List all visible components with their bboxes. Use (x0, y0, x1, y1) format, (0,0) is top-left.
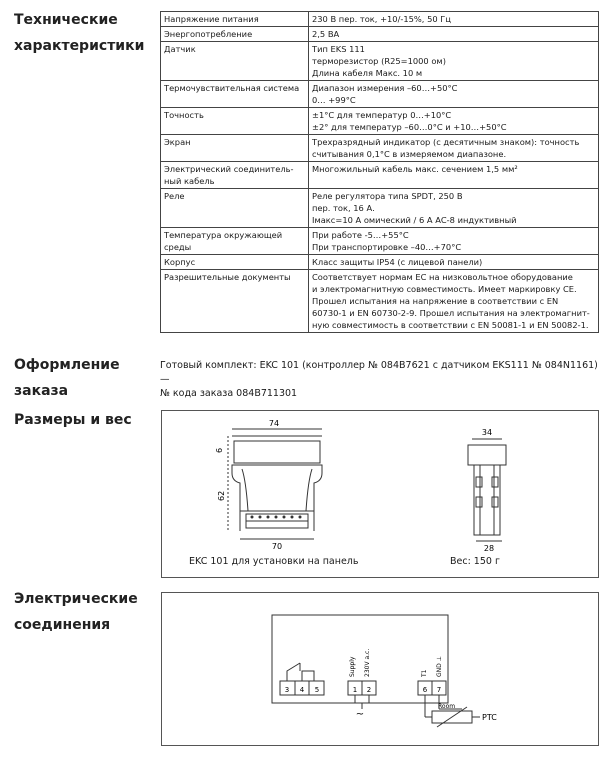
label-t1: T1 (421, 669, 428, 677)
label-room: Room (438, 703, 456, 710)
spec-value-line: Тип EKS 111 (312, 44, 365, 54)
terminal-label: 7 (436, 686, 442, 694)
heading-line: соединения (14, 617, 111, 633)
spec-name-line: среды (164, 242, 192, 252)
spec-name-line: Экран (164, 137, 191, 147)
dim-bottom-width: 70 (271, 542, 283, 551)
spec-row (161, 108, 599, 135)
dimensions-drawing (162, 411, 598, 577)
heading-line: Размеры и вес (14, 412, 132, 428)
terminal-label: 6 (422, 686, 428, 694)
spec-row (161, 27, 599, 42)
spec-name (161, 108, 309, 135)
terminal-label: 3 (284, 686, 290, 694)
spec-name (161, 228, 309, 255)
caption-weight: Вес: 150 г (450, 556, 500, 567)
label-voltage: 230V a.c. (364, 648, 371, 677)
spec-row (161, 189, 599, 228)
heading-line: заказа (14, 383, 69, 399)
spec-name-line: Датчик (164, 44, 196, 54)
spec-name (161, 12, 309, 27)
spec-value-line: Трехразрядный индикатор (с десятичным знаком): точность (312, 137, 580, 147)
spec-value-line: При работе -5…+55°C (312, 230, 409, 240)
spec-name-line: Электрический соединитель- (164, 164, 294, 174)
spec-value (309, 108, 599, 135)
spec-name-line: Разрешительные документы (164, 272, 291, 282)
spec-value-line: Многожильный кабель макс. сечением 1,5 мм² (312, 164, 518, 174)
heading-dimensions (14, 407, 132, 433)
spec-row (161, 270, 599, 333)
spec-value (309, 12, 599, 27)
terminal-label: 5 (314, 686, 320, 694)
heading-line: Электрические (14, 591, 138, 607)
spec-value (309, 27, 599, 42)
spec-value-line: ную совместимость в соответствии с EN 50081-1 и EN 50082-1. (312, 320, 589, 330)
spec-row (161, 12, 599, 27)
terminal-row (251, 516, 302, 519)
spec-value-line: терморезистор (R25=1000 ом) (312, 56, 446, 66)
spec-row (161, 255, 599, 270)
spec-name (161, 162, 309, 189)
spec-value-line: Диапазон измерения –60…+50°C (312, 83, 458, 93)
heading-order (14, 352, 120, 404)
wiring-diagram (162, 593, 598, 745)
order-text (160, 359, 605, 401)
spec-value-line: 2,5 ВА (312, 29, 340, 39)
spec-row (161, 135, 599, 162)
spec-table-body (161, 12, 599, 333)
spec-name (161, 189, 309, 228)
spec-value-line: 230 В пер. ток, +10/-15%, 50 Гц (312, 14, 451, 24)
spec-name-line: Напряжение питания (164, 14, 259, 24)
spec-value-line: 60730-1 и EN 60730-2-9. Прошел испытания на электромагнит- (312, 308, 590, 318)
spec-value-line: Реле регулятора типа SPDT, 250 В (312, 191, 463, 201)
side-view (468, 439, 506, 541)
spec-value-line: Класс защиты IP54 (с лицевой панели) (312, 257, 483, 267)
spec-value-line: При транспортировке –40…+70°C (312, 242, 462, 252)
dimensions-box (161, 410, 599, 578)
wiring-box (161, 592, 599, 746)
dim-side-width: 34 (481, 428, 493, 437)
spec-value-line: Длина кабеля Макс. 10 м (312, 68, 423, 78)
spec-value (309, 162, 599, 189)
spec-name-line: ный кабель (164, 176, 215, 186)
spec-row (161, 42, 599, 81)
spec-value (309, 189, 599, 228)
spec-name-line: Температура окружающей (164, 230, 283, 240)
spec-value-line: пер. ток, 16 А. (312, 203, 375, 213)
front-view (228, 429, 322, 539)
label-ptc: PTC (482, 713, 497, 722)
heading-electrical (14, 586, 138, 638)
spec-table (160, 11, 599, 333)
spec-value (309, 42, 599, 81)
spec-name-line: Термочувствительная система (164, 83, 300, 93)
terminal-label: 1 (352, 686, 358, 694)
spec-name (161, 270, 309, 333)
spec-value-line: 0… +99°C (312, 95, 356, 105)
spec-name-line: Корпус (164, 257, 196, 267)
spec-name (161, 255, 309, 270)
spec-row (161, 228, 599, 255)
spec-value-line: Соответствует нормам ЕС на низковольтное оборудование (312, 272, 573, 282)
spec-name-line: Энергопотребление (164, 29, 253, 39)
label-gnd: GND ⊥ (436, 656, 443, 677)
spec-value-line: считывания 0,1°C в измеряемом диапазоне. (312, 149, 507, 159)
spec-value-line: Прошел испытания на напряжение в соответствии с EN (312, 296, 559, 306)
heading-line: характеристики (14, 38, 145, 54)
spec-name (161, 42, 309, 81)
dim-height: 62 (217, 490, 226, 501)
spec-name-line: Точность (164, 110, 204, 120)
terminal-label: 4 (299, 686, 305, 694)
spec-name (161, 81, 309, 108)
spec-value-line: ±1°C для температур 0…+10°C (312, 110, 452, 120)
spec-value-line: ±2° для температур –60…0°C и +10…+50°C (312, 122, 507, 132)
spec-value (309, 228, 599, 255)
ac-tilde: ~ (355, 709, 365, 720)
spec-value-line: Iмакс=10 А омический / 6 А АС-8 индуктивный (312, 215, 517, 225)
label-supply: Supply (349, 656, 356, 677)
caption-panel-mount: EKC 101 для установки на панель (189, 556, 359, 567)
spec-name (161, 135, 309, 162)
order-line: Готовый комплект: EKC 101 (контроллер № 084B7621 с датчиком EKS111 № 084N1161) — (160, 360, 598, 385)
dim-front-width: 74 (268, 419, 280, 428)
terminal-label: 2 (366, 686, 372, 694)
order-line: № кода заказа 084B711301 (160, 388, 298, 399)
spec-row (161, 162, 599, 189)
spec-value (309, 135, 599, 162)
dim-side-depth: 28 (483, 544, 495, 553)
spec-row (161, 81, 599, 108)
spec-value (309, 81, 599, 108)
heading-tech-specs (14, 7, 144, 59)
heading-line: Оформление (14, 357, 120, 373)
spec-value (309, 255, 599, 270)
spec-value (309, 270, 599, 333)
spec-name (161, 27, 309, 42)
dim-top-offset: 6 (215, 447, 224, 453)
spec-name-line: Реле (164, 191, 185, 201)
spec-value-line: и электромагнитную совместимость. Имеет маркировку CE. (312, 284, 577, 294)
heading-line: Технические (14, 12, 118, 28)
